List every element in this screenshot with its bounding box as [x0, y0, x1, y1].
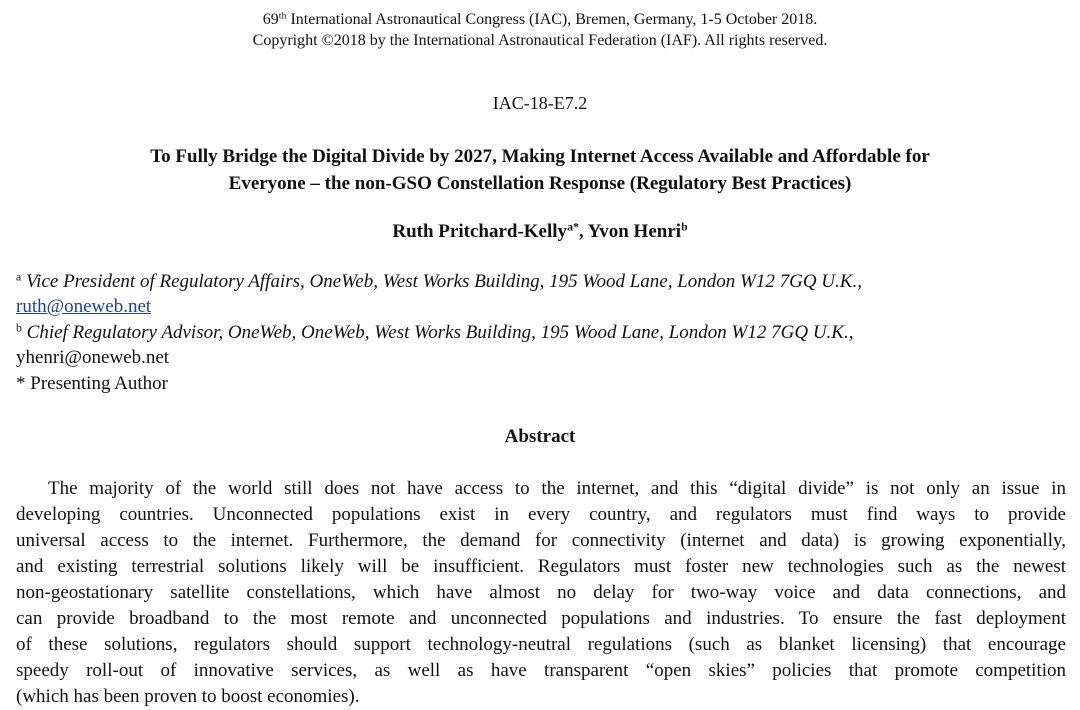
author-list — [0, 220, 1080, 244]
abstract-line: and existing terrestrial solutions likely will be insufficient. Regulators must foster new technologies such as the newest — [16, 556, 1066, 577]
presenting-author-note: * Presenting Author — [16, 373, 168, 394]
author-separator: , — [578, 221, 588, 242]
author-1-affiliation-mark: a* — [567, 220, 579, 234]
abstract-line: can provide broadband to the most remote and unconnected populations and industries. To ensure the fast deployment — [16, 608, 1066, 629]
affiliation-a — [16, 270, 1066, 294]
affiliation-a-mark: a — [16, 270, 22, 284]
affiliation-b — [16, 321, 1066, 345]
abstract-line: non-geostationary satellite constellations, which have almost no delay for two-way voice and data connections, and — [16, 582, 1066, 603]
affiliation-b-mark: b — [16, 321, 22, 335]
affiliation-b-text: Chief Regulatory Advisor, OneWeb, OneWeb, West Works Building, 195 Wood Lane, London W12 7GQ U.K., — [21, 322, 854, 343]
congress-number: 69 — [262, 11, 279, 28]
abstract-line: universal access to the internet. Furthermore, the demand for connectivity (internet and data) is growing exponentially, — [16, 530, 1066, 551]
abstract-line: developing countries. Unconnected populations exist in every country, and regulators must find ways to provide — [16, 504, 1066, 525]
author-1-name: Ruth Pritchard-Kelly — [392, 221, 568, 242]
abstract-line: (which has been proven to boost economies). — [16, 686, 360, 707]
abstract-line: The majority of the world still does not have access to the internet, and this “digital divide” is not only an issue in — [48, 478, 1066, 499]
congress-header — [0, 10, 1080, 30]
congress-ordinal-suffix: th — [278, 10, 287, 22]
abstract-line: of these solutions, regulators should support technology-neutral regulations (such as blanket licensing) that encourage — [16, 634, 1066, 655]
affiliation-a-email-row — [16, 295, 1066, 319]
author-2-affiliation-mark: b — [681, 220, 688, 234]
title-line-1: To Fully Bridge the Digital Divide by 2027, Making Internet Access Available and Affordable for — [150, 146, 930, 167]
author-2-name: Yvon Henri — [587, 221, 682, 242]
email-link-ruth[interactable]: ruth@oneweb.net — [16, 296, 152, 317]
affiliation-b-email: yhenri@oneweb.net — [16, 347, 170, 368]
abstract-heading: Abstract — [504, 426, 576, 447]
paper-code: IAC-18-E7.2 — [492, 93, 588, 113]
affiliation-a-text: Vice President of Regulatory Affairs, OneWeb, West Works Building, 195 Wood Lane, London W12 7GQ U.K., — [21, 271, 862, 292]
paper-title — [80, 143, 1000, 197]
abstract-line: speedy roll-out of innovative services, as well as have transparent “open skies” policies that promote competition — [16, 660, 1066, 681]
title-line-2: Everyone – the non-GSO Constellation Response (Regulatory Best Practices) — [228, 173, 852, 194]
abstract-body — [16, 476, 1066, 710]
congress-text: International Astronautical Congress (IAC), Bremen, Germany, 1-5 October 2018. — [286, 11, 818, 28]
copyright-line: Copyright ©2018 by the International Astronautical Federation (IAF). All rights reserved. — [252, 32, 828, 49]
